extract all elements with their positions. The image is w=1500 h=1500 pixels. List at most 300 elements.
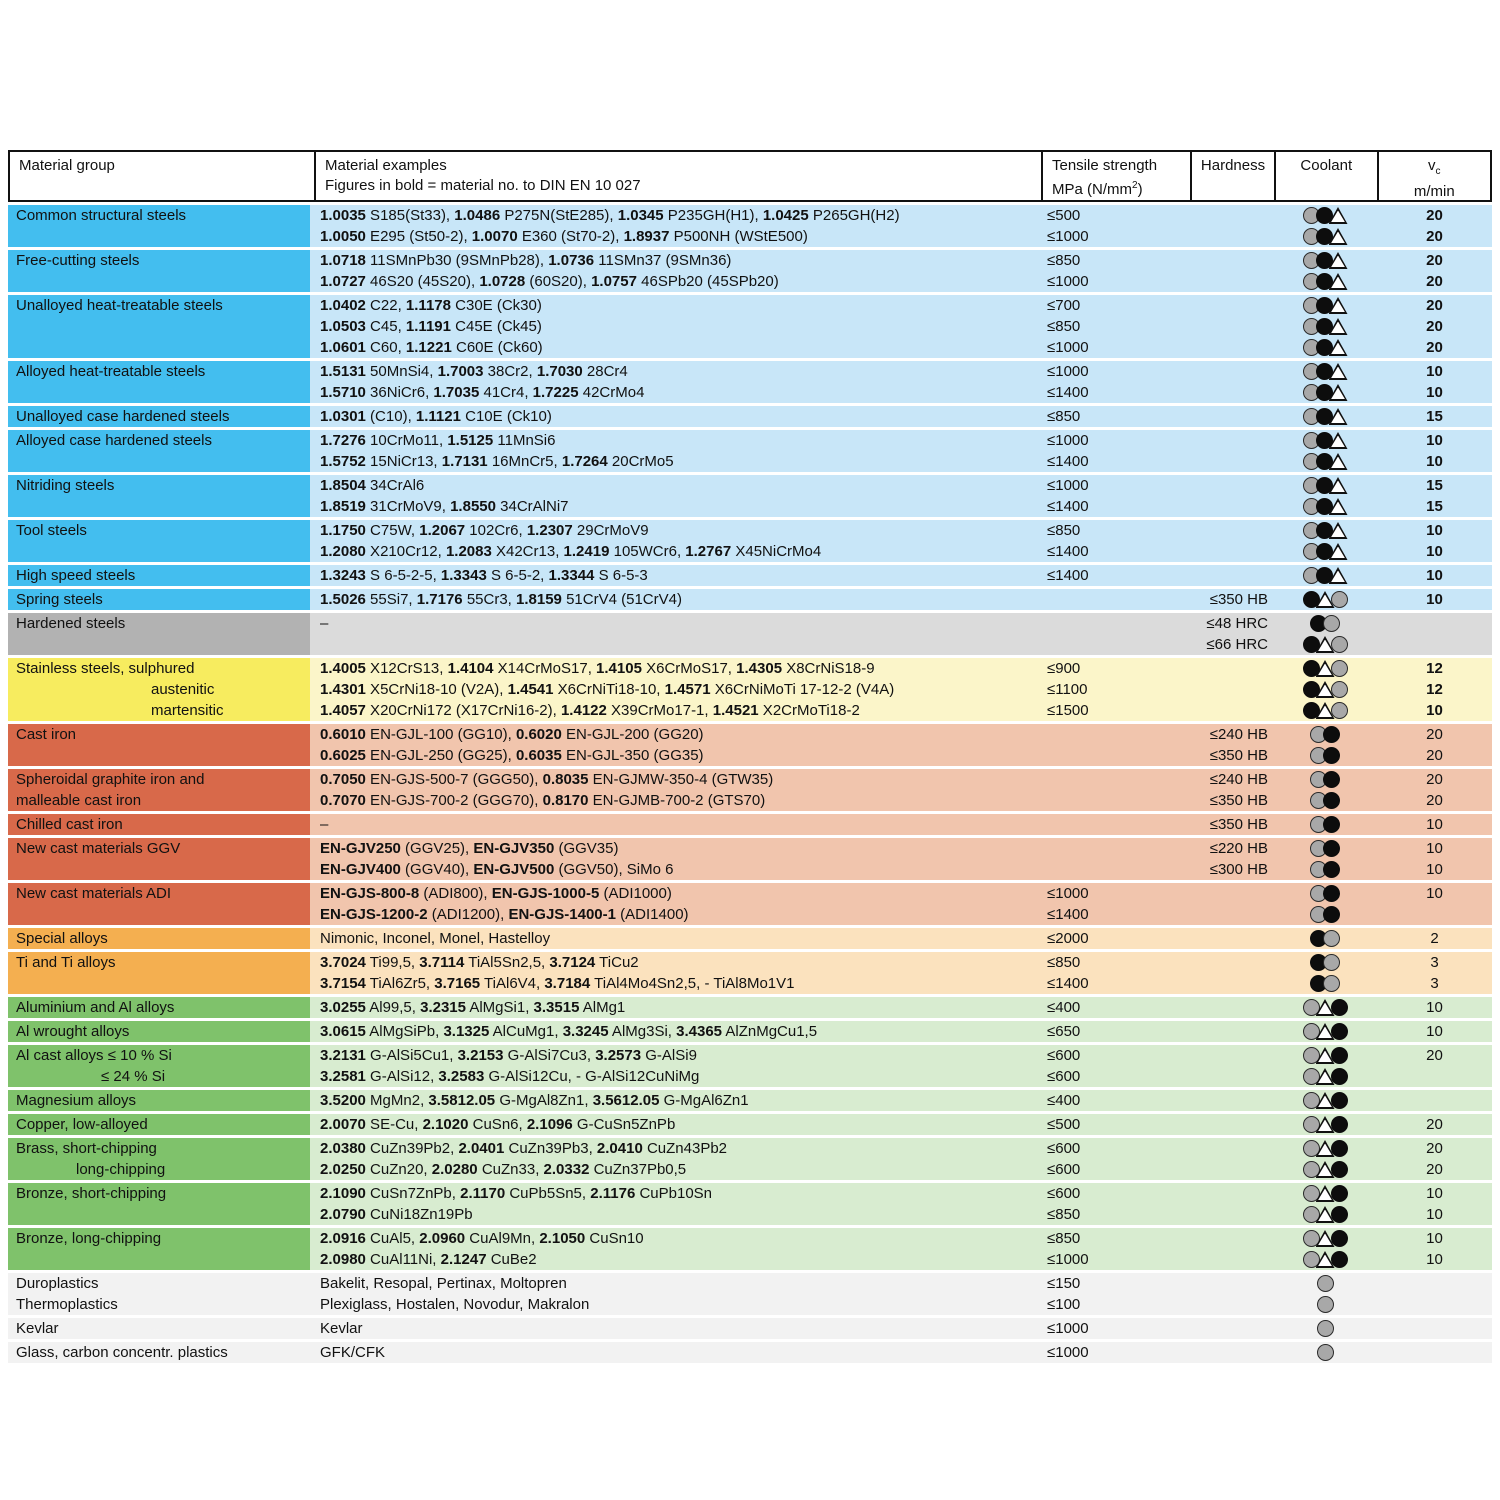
hardness-cell [1188, 250, 1273, 271]
cutting-speed-cell [1377, 1294, 1492, 1315]
table-row [310, 838, 1492, 859]
material-number: 1.0718 [320, 252, 366, 269]
table-header [8, 150, 1492, 202]
material-name-text: X39CrMo17-1, [606, 702, 713, 719]
tensile-strength-cell: ≤400 [1047, 999, 1081, 1016]
material-number: 3.3515 [533, 999, 580, 1016]
cutting-speed-cell: 20 [1426, 228, 1443, 245]
table-row [310, 565, 1492, 586]
group-rows [310, 1114, 1492, 1135]
table-row [310, 475, 1492, 496]
material-examples-cell [310, 250, 1037, 271]
coolant-cell [1273, 316, 1377, 337]
group-label-line: Bronze, long-chipping [16, 1230, 162, 1247]
material-number: 3.0255 [320, 999, 366, 1016]
material-examples-cell [310, 973, 1037, 994]
material-name-text: Nimonic, Inconel, Monel, Hastelloy [320, 930, 551, 947]
material-number: 1.3343 [440, 567, 487, 584]
material-name-text: CuSn10 [585, 1230, 644, 1247]
group-rows [310, 520, 1492, 562]
cutting-speed-cell: 20 [1426, 339, 1443, 356]
table-row [310, 541, 1492, 562]
material-examples-cell [310, 1114, 1037, 1135]
header-hardness: Hardness [1190, 150, 1276, 202]
cutting-speed-cell: 10 [1426, 1230, 1443, 1247]
material-number: 0.8035 [542, 771, 589, 788]
hardness-cell [1188, 1114, 1273, 1135]
table-row [310, 997, 1492, 1018]
cutting-speed-cell: 15 [1426, 477, 1443, 494]
material-number: 1.7131 [441, 453, 488, 470]
material-number: 1.1121 [415, 408, 461, 425]
group-label [8, 613, 310, 655]
hardness-cell [1188, 226, 1273, 247]
material-name-text: (60S20), [525, 273, 592, 290]
material-number: 2.0250 [320, 1161, 366, 1178]
material-number: 3.7165 [434, 975, 481, 992]
material-name-text: EN-GJMW-350-4 (GTW35) [588, 771, 774, 788]
material-name-text: CuPb10Sn [635, 1185, 713, 1202]
material-name-text: X2CrMoTi18-2 [758, 702, 860, 719]
header-vc-unit: m/min [1413, 183, 1455, 200]
group-label [8, 589, 310, 610]
material-examples-cell [310, 1138, 1037, 1159]
cutting-speed-cell: 12 [1426, 681, 1443, 698]
material-number: 0.6035 [515, 747, 562, 764]
material-group [8, 565, 1492, 586]
material-name-text: 55Si7, [365, 591, 417, 608]
table-row [310, 790, 1492, 811]
coolant-cell [1273, 205, 1377, 226]
table-row [310, 226, 1492, 247]
hardness-cell [1188, 952, 1273, 973]
group-rows [310, 475, 1492, 517]
material-group [8, 838, 1492, 880]
group-label [8, 406, 310, 427]
coolant-cell [1273, 1138, 1377, 1159]
coolant-cell [1273, 1249, 1377, 1270]
tensile-strength-cell: ≤1400 [1047, 543, 1089, 560]
material-number: 1.4105 [596, 660, 642, 677]
material-number: EN-GJS-800-8 [320, 885, 420, 902]
material-examples-cell [310, 382, 1037, 403]
hardness-cell [1188, 883, 1273, 904]
material-examples-cell [310, 883, 1037, 904]
tensile-strength-cell: ≤600 [1047, 1140, 1081, 1157]
material-number: 1.5026 [320, 591, 366, 608]
group-label [8, 658, 310, 721]
material-name-text: (GGV40), [400, 861, 474, 878]
coolant-cell [1273, 541, 1377, 562]
material-name-text: X6CrMoS17, [641, 660, 737, 677]
tensile-strength-cell: ≤1400 [1047, 384, 1089, 401]
material-name-text: EN-GJL-100 (GG10), [365, 726, 516, 743]
hardness-cell: ≤220 HB [1209, 840, 1268, 857]
material-group [8, 361, 1492, 403]
material-name-text: Bakelit, Resopal, Pertinax, Moltopren [320, 1275, 567, 1292]
material-name-text: 50MnSi4, [365, 363, 438, 380]
cutting-speed-cell: 10 [1426, 885, 1443, 902]
material-name-text: S 6-5-3 [594, 567, 648, 584]
material-name-text: CuAl11Ni, [365, 1251, 441, 1268]
material-number: 1.8159 [516, 591, 562, 608]
cutting-speed-cell: 3 [1430, 975, 1439, 992]
material-name-text: AlMg1 [579, 999, 626, 1016]
material-name-text: Plexiglass, Hostalen, Novodur, Makralon [320, 1296, 590, 1313]
material-examples-cell [310, 997, 1037, 1018]
group-label-line: High speed steels [16, 567, 136, 584]
group-label [8, 1183, 310, 1225]
cutting-speed-cell: 20 [1426, 252, 1443, 269]
hardness-cell [1188, 1318, 1273, 1339]
material-name-text: 11MnSi6 [493, 432, 556, 449]
group-rows [310, 1183, 1492, 1225]
material-number: 1.2307 [526, 522, 573, 539]
coolant-cell [1273, 658, 1377, 679]
tensile-strength-cell: ≤100 [1047, 1296, 1081, 1313]
cutting-speed-cell: 10 [1426, 702, 1443, 719]
group-rows [310, 769, 1492, 811]
cutting-speed-cell: 10 [1426, 591, 1443, 608]
tensile-strength-cell: ≤850 [1047, 954, 1081, 971]
coolant-cell [1273, 1204, 1377, 1225]
material-name-text: CuZn43Pb2 [642, 1140, 728, 1157]
group-rows [310, 361, 1492, 403]
material-number: 2.0380 [320, 1140, 366, 1157]
coolant-cell [1273, 430, 1377, 451]
material-group [8, 997, 1492, 1018]
material-group [8, 1294, 1492, 1315]
table-row [310, 1204, 1492, 1225]
tensile-strength-cell: ≤2000 [1047, 930, 1089, 947]
tensile-strength-cell: ≤1000 [1047, 885, 1089, 902]
material-examples-cell [310, 337, 1037, 358]
material-number: 1.5710 [320, 384, 366, 401]
table-row [310, 430, 1492, 451]
cutting-speed-cell: 10 [1426, 861, 1443, 878]
group-label-line: Bronze, short-chipping [16, 1185, 167, 1202]
material-examples-cell [310, 952, 1037, 973]
material-number: 2.0916 [320, 1230, 366, 1247]
material-group [8, 1318, 1492, 1339]
material-name-text: (GGV35) [554, 840, 619, 857]
material-number: 1.4005 [320, 660, 366, 677]
table-row [310, 337, 1492, 358]
material-name-text: S 6-5-2-5, [365, 567, 441, 584]
material-number: 1.0301 [320, 408, 366, 425]
material-name-text: 105WCr6, [609, 543, 686, 560]
coolant-black-circle-icon [1331, 1092, 1348, 1109]
material-number: 1.8504 [320, 477, 366, 494]
material-name-text: P275N(StE285), [500, 207, 618, 224]
material-name-text: G-MgAl8Zn1, [495, 1092, 593, 1109]
table-row [310, 250, 1492, 271]
material-number: 0.7070 [320, 792, 366, 809]
cutting-speed-cell: 10 [1426, 1251, 1443, 1268]
group-label-line: Duroplastics [16, 1275, 99, 1292]
material-name-text: X6CrNiMoTi 17-12-2 (V4A) [710, 681, 895, 698]
material-name-text: X6CrNiTi18-10, [553, 681, 665, 698]
group-label [8, 1114, 310, 1135]
material-examples-cell [310, 613, 1037, 634]
tensile-unit-post: ) [1137, 181, 1143, 198]
hardness-cell: ≤48 HRC [1206, 615, 1268, 632]
header-material-group: Material group [19, 157, 115, 174]
material-number: 3.4365 [676, 1023, 723, 1040]
group-label-line: Free-cutting steels [16, 252, 140, 269]
material-number: 1.0345 [617, 207, 664, 224]
group-rows [310, 952, 1492, 994]
material-examples-cell [310, 700, 1037, 721]
coolant-cell [1273, 1228, 1377, 1249]
cutting-speed-cell: 20 [1426, 318, 1443, 335]
group-label-line: Brass, short-chipping [16, 1140, 157, 1157]
tensile-strength-cell: ≤600 [1047, 1068, 1081, 1085]
table-row [310, 1045, 1492, 1066]
material-number: 1.7035 [433, 384, 480, 401]
group-label-line: malleable cast iron [16, 792, 142, 809]
coolant-cell [1273, 634, 1377, 655]
material-number: 2.0960 [419, 1230, 466, 1247]
coolant-cell [1273, 973, 1377, 994]
hardness-cell: ≤300 HB [1209, 861, 1268, 878]
coolant-black-circle-icon [1323, 726, 1340, 743]
material-name-text: 34CrAlNi7 [495, 498, 569, 515]
material-examples-cell [310, 1183, 1037, 1204]
material-name-text: SE-Cu, [365, 1116, 423, 1133]
tensile-strength-cell: ≤150 [1047, 1275, 1081, 1292]
group-label [8, 1045, 310, 1087]
material-name-text: X5CrNi18-10 (V2A), [365, 681, 508, 698]
header-coolant: Coolant [1274, 150, 1379, 202]
tensile-strength-cell: ≤650 [1047, 1023, 1081, 1040]
coolant-cell [1273, 565, 1377, 586]
material-number: 1.0486 [454, 207, 501, 224]
coolant-black-circle-icon [1323, 861, 1340, 878]
material-name-text: C60, [365, 339, 406, 356]
table-row [310, 904, 1492, 925]
material-number: 1.4305 [736, 660, 783, 677]
material-examples-cell [310, 1045, 1037, 1066]
material-number: 1.3344 [548, 567, 595, 584]
coolant-cell [1273, 226, 1377, 247]
material-name-text: (ADI800), [419, 885, 492, 902]
table-row [310, 451, 1492, 472]
tensile-strength-cell [1037, 814, 1188, 835]
coolant-cell [1273, 1342, 1377, 1363]
material-group [8, 430, 1492, 472]
coolant-cell [1273, 382, 1377, 403]
material-group [8, 1114, 1492, 1135]
hardness-cell [1188, 1273, 1273, 1294]
cutting-speed-cell: 10 [1426, 432, 1443, 449]
material-examples-cell [310, 814, 1037, 835]
material-number: 3.2131 [320, 1047, 366, 1064]
material-examples-cell [310, 1273, 1037, 1294]
cutting-speed-cell: 20 [1426, 726, 1443, 743]
material-name-text: 36NiCr6, [365, 384, 434, 401]
material-examples-cell [310, 589, 1037, 610]
material-number: 3.5812.05 [428, 1092, 496, 1109]
coolant-gray-circle-icon [1331, 636, 1348, 653]
material-group [8, 406, 1492, 427]
coolant-black-circle-icon [1331, 1068, 1348, 1085]
group-rows [310, 1228, 1492, 1270]
cutting-speed-cell: 10 [1426, 1185, 1443, 1202]
material-examples-cell [310, 295, 1037, 316]
material-group [8, 769, 1492, 811]
coolant-cell [1273, 1114, 1377, 1135]
material-name-text: TiAl5Sn2,5, [464, 954, 550, 971]
coolant-black-circle-icon [1323, 840, 1340, 857]
coolant-gray-circle-icon [1317, 1275, 1334, 1292]
hardness-cell: ≤350 HB [1209, 816, 1268, 833]
cutting-speed-cell: 20 [1426, 207, 1443, 224]
coolant-cell [1273, 928, 1377, 949]
coolant-black-circle-icon [1323, 747, 1340, 764]
material-number: EN-GJS-1000-5 [491, 885, 600, 902]
material-group [8, 613, 1492, 655]
cutting-speed-cell: 10 [1426, 1023, 1443, 1040]
hardness-cell [1188, 205, 1273, 226]
coolant-cell [1273, 1273, 1377, 1294]
material-examples-cell [310, 271, 1037, 292]
group-label-line: Tool steels [16, 522, 87, 539]
material-examples-cell [310, 496, 1037, 517]
tensile-strength-cell: ≤1000 [1047, 363, 1089, 380]
coolant-black-circle-icon [1331, 1140, 1348, 1157]
material-name-text: (ADI1000) [599, 885, 672, 902]
group-rows [310, 1294, 1492, 1315]
table-row [310, 1273, 1492, 1294]
group-label [8, 295, 310, 358]
coolant-cell [1273, 337, 1377, 358]
table-row [310, 1090, 1492, 1111]
table-row [310, 814, 1492, 835]
hardness-cell: ≤66 HRC [1206, 636, 1268, 653]
material-name-text: TiAl6Zr5, [365, 975, 435, 992]
material-number: 0.6025 [320, 747, 366, 764]
hardness-cell [1188, 700, 1273, 721]
material-name-text: CuAl5, [365, 1230, 420, 1247]
material-examples-cell [310, 724, 1037, 745]
material-number: 1.0425 [762, 207, 809, 224]
material-number: 2.1247 [440, 1251, 487, 1268]
coolant-black-circle-icon [1331, 1023, 1348, 1040]
material-group [8, 295, 1492, 358]
material-name-text: (GGV50), SiMo 6 [554, 861, 674, 878]
material-examples-cell [310, 859, 1037, 880]
coolant-black-circle-icon [1323, 816, 1340, 833]
hardness-cell [1188, 1342, 1273, 1363]
hardness-cell [1188, 541, 1273, 562]
tensile-strength-cell: ≤1400 [1047, 975, 1089, 992]
material-examples-cell [310, 928, 1037, 949]
material-name-text: X14CrMoS17, [493, 660, 597, 677]
tensile-strength-cell: ≤400 [1047, 1092, 1081, 1109]
material-name-text: X45NiCrMo4 [731, 543, 822, 560]
material-examples-cell [310, 541, 1037, 562]
material-name-text: G-CuSn5ZnPb [572, 1116, 676, 1133]
material-name-text: TiAl4Mo4Sn2,5, - TiAl8Mo1V1 [590, 975, 795, 992]
group-label [8, 928, 310, 949]
material-number: 0.7050 [320, 771, 366, 788]
coolant-cell [1273, 1045, 1377, 1066]
coolant-cell [1273, 295, 1377, 316]
coolant-cell [1273, 769, 1377, 790]
group-rows [310, 1273, 1492, 1294]
coolant-cell [1273, 997, 1377, 1018]
material-number: 2.0401 [458, 1140, 505, 1157]
table-row [310, 928, 1492, 949]
material-name-text: EN-GJL-350 (GG35) [561, 747, 704, 764]
group-label-line: Spring steels [16, 591, 103, 608]
hardness-cell: ≤350 HB [1209, 792, 1268, 809]
material-number: 3.2315 [420, 999, 466, 1016]
cutting-speed-cell [1377, 1318, 1492, 1339]
coolant-cell [1273, 1159, 1377, 1180]
group-label [8, 724, 310, 766]
material-group [8, 1090, 1492, 1111]
material-name-text: (ADI1200), [427, 906, 509, 923]
table-row [310, 634, 1492, 655]
cutting-speed-cell: 10 [1426, 999, 1443, 1016]
material-number: 1.2067 [419, 522, 466, 539]
material-number: 1.5131 [320, 363, 366, 380]
material-number: 1.0503 [320, 318, 366, 335]
material-name-text: X20CrNi172 (X17CrNi16-2), [365, 702, 561, 719]
material-name-text: CuSn7ZnPb, [365, 1185, 461, 1202]
group-label-line: Alloyed case hardened steels [16, 432, 212, 449]
material-name-text: CuZn20, [365, 1161, 432, 1178]
material-number: EN-GJV350 [473, 840, 555, 857]
hardness-cell [1188, 520, 1273, 541]
material-name-text: P235GH(H1), [663, 207, 763, 224]
material-name-text: 42CrMo4 [578, 384, 645, 401]
material-group [8, 589, 1492, 610]
material-examples-cell [310, 658, 1037, 679]
material-number: 1.3243 [320, 567, 366, 584]
material-name-text: 41Cr4, [479, 384, 533, 401]
material-name-text: (GGV25), [400, 840, 474, 857]
cutting-speed-cell: 20 [1426, 1116, 1443, 1133]
coolant-cell [1273, 271, 1377, 292]
material-number: 3.5200 [320, 1092, 366, 1109]
table-row [310, 613, 1492, 634]
group-rows [310, 658, 1492, 721]
material-number: 1.7264 [561, 453, 608, 470]
group-rows [310, 1138, 1492, 1180]
cutting-speed-cell: 10 [1426, 567, 1443, 584]
material-name-text: X42Cr13, [491, 543, 564, 560]
material-name-text: Ti99,5, [365, 954, 420, 971]
material-name-text: CuSn6, [468, 1116, 527, 1133]
group-rows [310, 1342, 1492, 1363]
material-name-text: G-AlSi7Cu3, [503, 1047, 596, 1064]
material-number: 1.4541 [507, 681, 554, 698]
material-number: 1.0050 [320, 228, 366, 245]
cutting-speed-cell: 20 [1426, 1047, 1443, 1064]
material-examples-cell [310, 565, 1037, 586]
group-rows [310, 1090, 1492, 1111]
table-row [310, 589, 1492, 610]
tensile-strength-cell [1037, 790, 1188, 811]
material-name-text: CuBe2 [486, 1251, 537, 1268]
material-name-text: 16MnCr5, [487, 453, 562, 470]
material-number: 1.1178 [405, 297, 451, 314]
cutting-speed-cell: 10 [1426, 543, 1443, 560]
group-rows [310, 997, 1492, 1018]
